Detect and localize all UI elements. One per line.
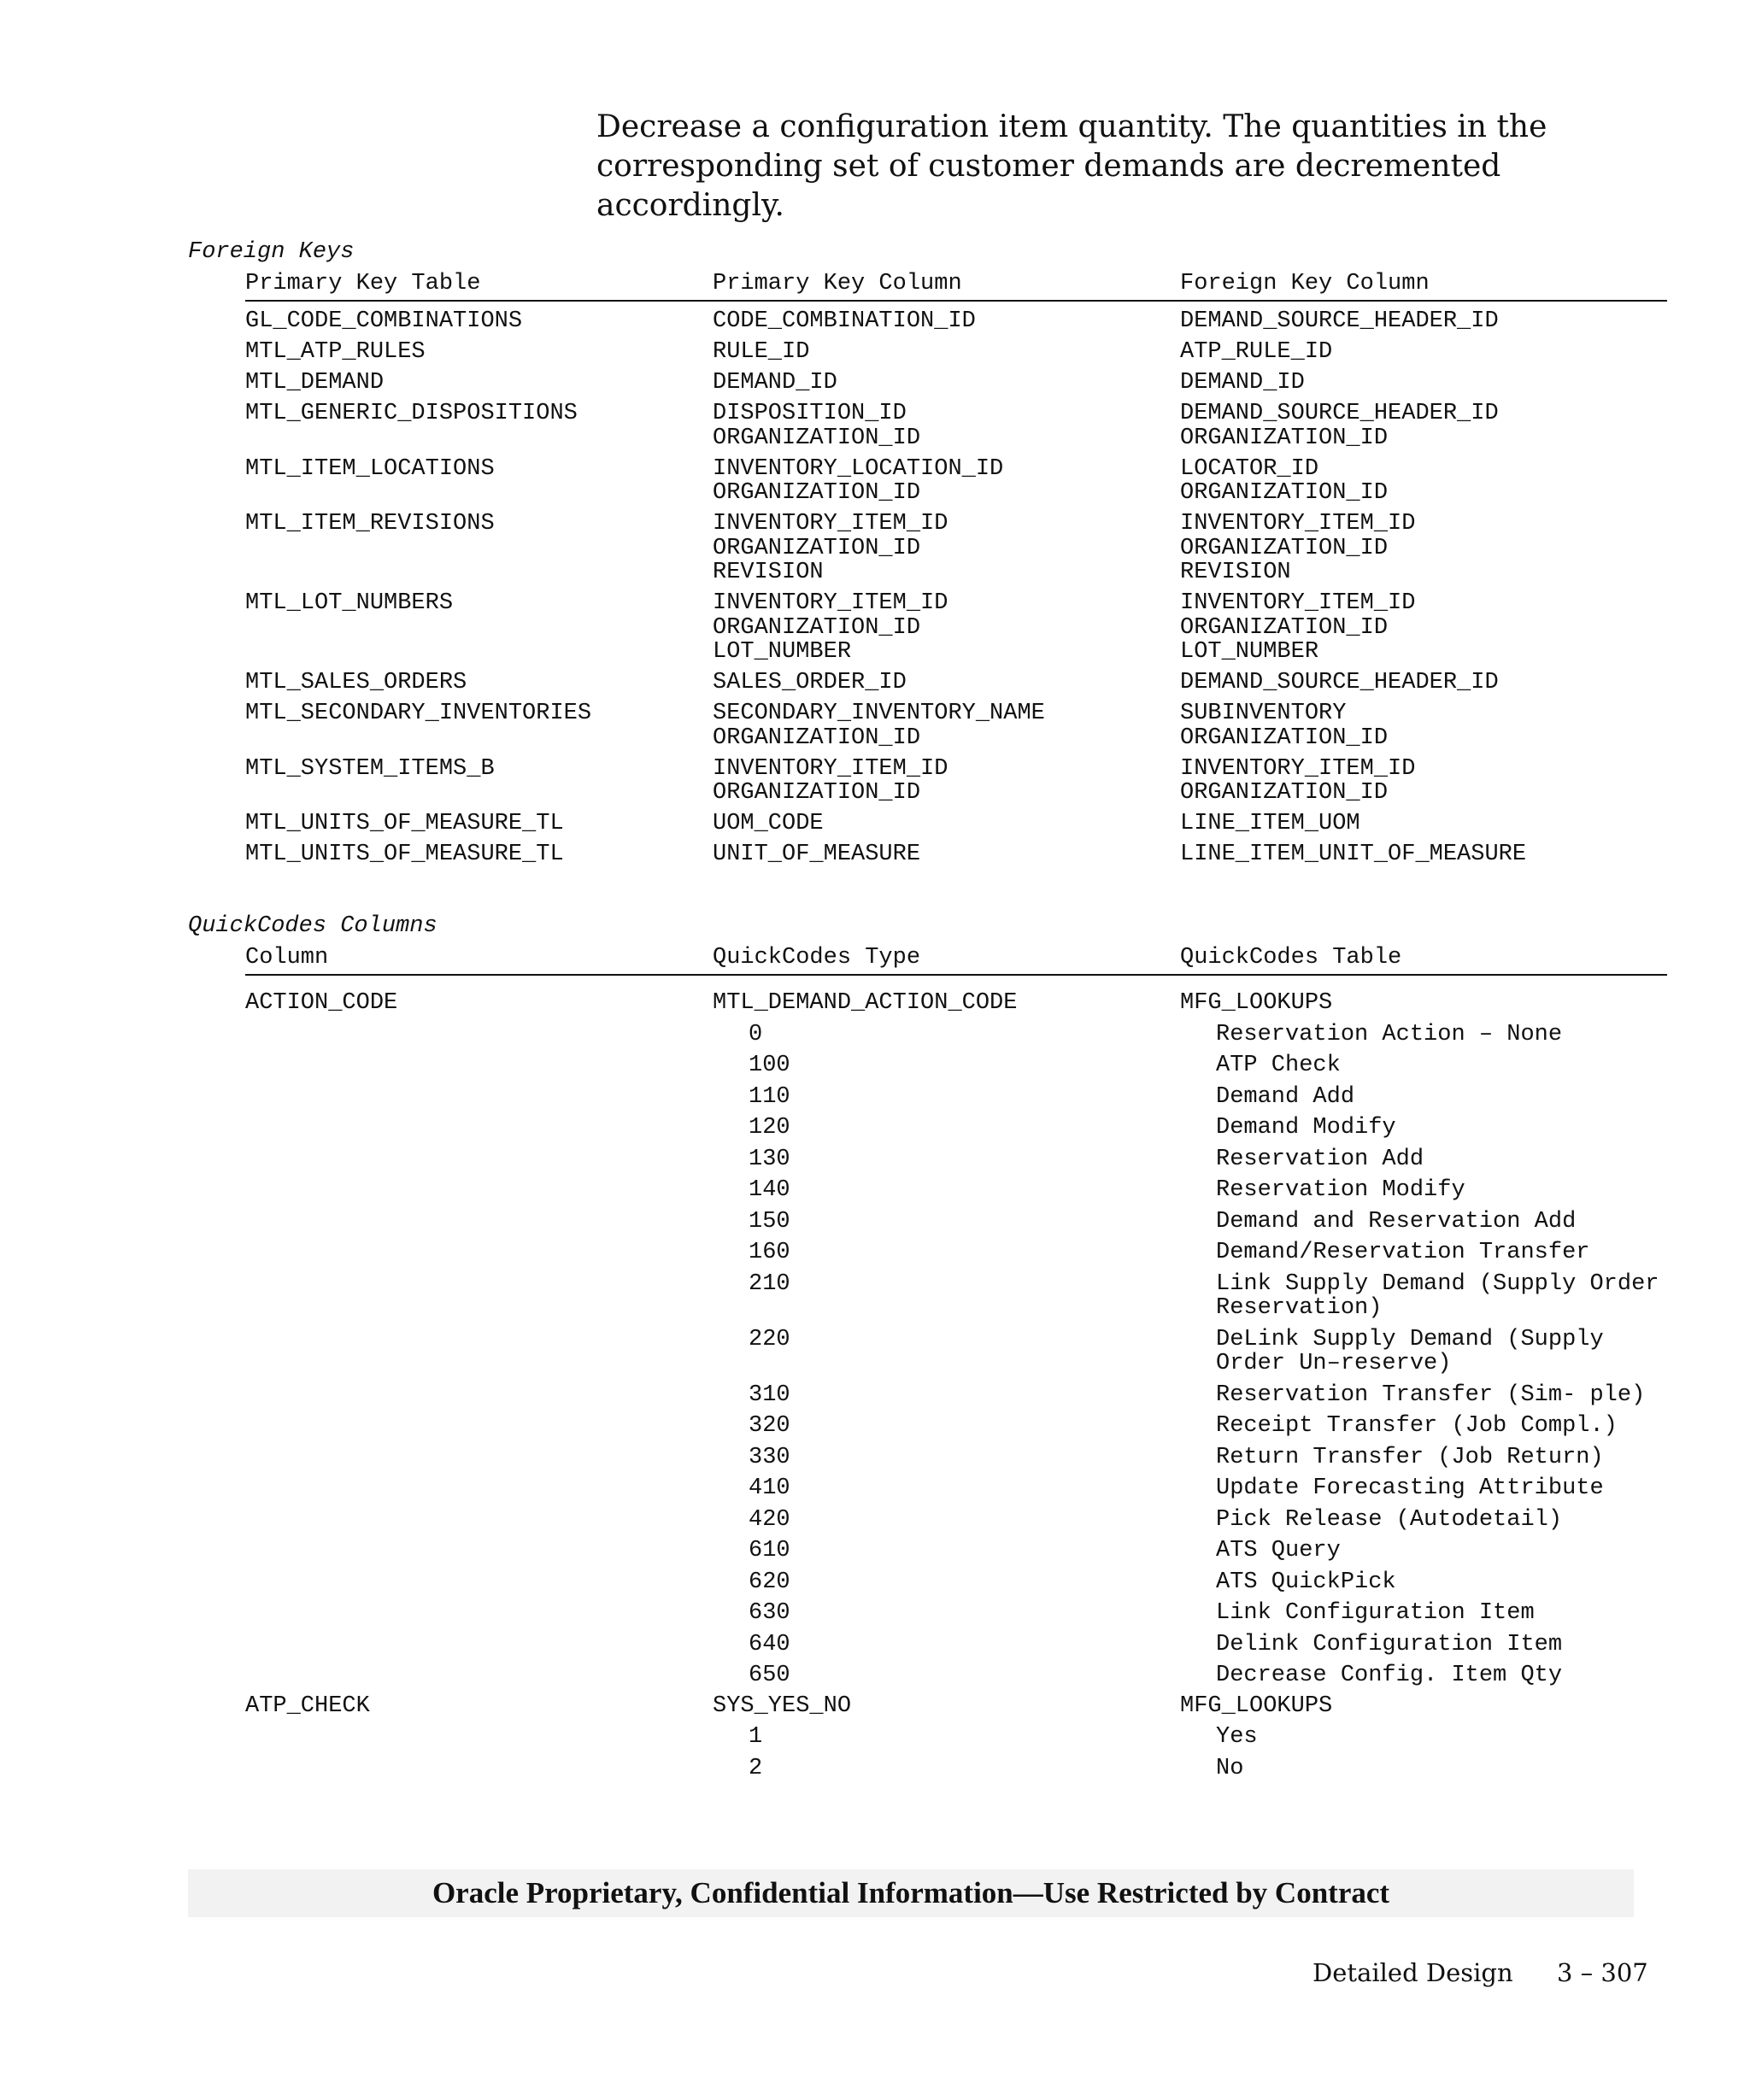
primary-key-column-value: ORGANIZATION_ID: [713, 724, 921, 751]
intro-line-1: Decrease a configuration item quantity. The quantities in the: [596, 109, 1547, 144]
quickcode-value: 650: [749, 1663, 790, 1688]
foreign-key-column-cell: [1180, 671, 1499, 695]
quickcode-value: 330: [749, 1444, 790, 1470]
foreign-keys-title: Foreign Keys: [188, 239, 355, 265]
primary-key-column-value: REVISION: [713, 560, 824, 585]
quickcode-value: 2: [749, 1755, 763, 1781]
quickcode-value: 630: [749, 1600, 790, 1626]
primary-key-column-value: INVENTORY_ITEM_ID: [713, 590, 948, 616]
quickcode-value: 1: [749, 1724, 763, 1750]
primary-key-column-value: DEMAND_ID: [713, 370, 837, 396]
foreign-key-column-cell: [1180, 842, 1526, 867]
table-row: [245, 842, 1667, 867]
quickcode-meaning: Demand Add: [1216, 1083, 1355, 1110]
quickcodes-table: [245, 991, 1667, 1787]
quickcodes-type-name: MTL_DEMAND_ACTION_CODE: [713, 990, 1018, 1016]
table-row: [245, 309, 1667, 334]
quickcode-value: 120: [749, 1115, 790, 1141]
foreign-key-column-value: ORGANIZATION_ID: [1180, 724, 1389, 751]
foreign-key-column-value: LINE_ITEM_UOM: [1180, 811, 1360, 836]
quickcode-meaning: DeLink Supply Demand (Supply Order Un–reserve): [1216, 1326, 1604, 1376]
foreign-key-column-value: LOT_NUMBER: [1180, 639, 1319, 665]
primary-key-column-value: DISPOSITION_ID: [713, 401, 907, 426]
quickcodes-table-name: MFG_LOOKUPS: [1180, 1692, 1333, 1719]
quickcode-meaning: Reservation Action – None: [1216, 1021, 1563, 1047]
quickcode-meaning: Link Supply Demand (Supply Order Reservation): [1216, 1270, 1659, 1321]
foreign-key-column-cell: [1180, 757, 1415, 806]
quickcodes-header: [245, 943, 1667, 976]
header-quickcodes-table: QuickCodes Table: [1180, 945, 1402, 971]
foreign-key-column-value: LINE_ITEM_UNIT_OF_MEASURE: [1180, 842, 1527, 867]
primary-key-column-value: ORGANIZATION_ID: [713, 780, 921, 806]
quickcode-value: 140: [749, 1177, 790, 1203]
quickcode-meaning: Demand and Reservation Add: [1216, 1208, 1577, 1235]
quickcodes-column-name: ATP_CHECK: [245, 1692, 370, 1719]
foreign-key-column-value: ORGANIZATION_ID: [1180, 425, 1389, 451]
foreign-key-column-value: ORGANIZATION_ID: [1180, 614, 1389, 641]
quickcode-meaning: No: [1216, 1755, 1244, 1781]
quickcode-value-row: [245, 1272, 1667, 1321]
quickcode-value-row: [245, 1446, 1667, 1470]
foreign-key-column-value: INVENTORY_ITEM_ID: [1180, 511, 1416, 537]
primary-key-table-cell: MTL_SALES_ORDERS: [245, 670, 467, 695]
foreign-key-column-value: DEMAND_SOURCE_HEADER_ID: [1180, 308, 1499, 334]
primary-key-column-value: INVENTORY_LOCATION_ID: [713, 455, 1004, 482]
quickcode-value: 640: [749, 1631, 790, 1657]
quickcodes-group-header: [245, 1694, 1667, 1726]
primary-key-column-cell: [713, 701, 1045, 750]
quickcode-value-row: [245, 1663, 1667, 1688]
foreign-key-column-value: ORGANIZATION_ID: [1180, 480, 1389, 506]
table-row: [245, 402, 1667, 450]
foreign-key-column-value: INVENTORY_ITEM_ID: [1180, 755, 1416, 782]
primary-key-table-cell: MTL_UNITS_OF_MEASURE_TL: [245, 811, 564, 836]
quickcode-meaning: Link Configuration Item: [1216, 1600, 1535, 1626]
header-primary-key-column: Primary Key Column: [713, 271, 962, 296]
foreign-key-column-value: DEMAND_SOURCE_HEADER_ID: [1180, 401, 1499, 426]
quickcode-meaning: Reservation Modify: [1216, 1177, 1465, 1203]
confidential-notice: Oracle Proprietary, Confidential Information––Use Restricted by Contract: [432, 1876, 1390, 1909]
foreign-key-column-cell: [1180, 512, 1415, 585]
quickcode-value: 320: [749, 1413, 790, 1439]
quickcode-value-row: [245, 1383, 1667, 1408]
quickcode-meaning: Demand/Reservation Transfer: [1216, 1240, 1590, 1265]
quickcode-meaning: Receipt Transfer (Job Compl.): [1216, 1413, 1618, 1439]
primary-key-table-cell: MTL_ATP_RULES: [245, 339, 426, 365]
primary-key-column-value: INVENTORY_ITEM_ID: [713, 511, 948, 537]
primary-key-table-cell: MTL_SECONDARY_INVENTORIES: [245, 701, 592, 726]
table-row: [245, 371, 1667, 396]
primary-key-column-value: UNIT_OF_MEASURE: [713, 842, 921, 867]
quickcodes-table-name: MFG_LOOKUPS: [1180, 990, 1333, 1016]
primary-key-column-value: UOM_CODE: [713, 811, 824, 836]
foreign-key-column-value: LOCATOR_ID: [1180, 455, 1319, 482]
quickcode-value-row: [245, 1023, 1667, 1047]
quickcode-meaning: Reservation Transfer (Sim- ple): [1216, 1381, 1646, 1408]
primary-key-table-cell: MTL_DEMAND: [245, 370, 385, 396]
foreign-keys-header: [245, 269, 1667, 302]
primary-key-column-cell: [713, 757, 948, 806]
primary-key-column-cell: [713, 512, 948, 585]
quickcode-value-row: [245, 1570, 1667, 1595]
quickcode-meaning: ATS Query: [1216, 1538, 1341, 1563]
table-row: [245, 591, 1667, 665]
table-row: [245, 340, 1667, 365]
header-primary-key-table: Primary Key Table: [245, 271, 481, 296]
quickcode-value: 620: [749, 1569, 790, 1595]
quickcode-value-row: [245, 1085, 1667, 1110]
quickcode-value-row: [245, 1725, 1667, 1750]
quickcode-value: 610: [749, 1538, 790, 1563]
quickcodes-type-name: SYS_YES_NO: [713, 1692, 852, 1719]
primary-key-column-value: ORGANIZATION_ID: [713, 614, 921, 641]
quickcode-meaning: Return Transfer (Job Return): [1216, 1444, 1604, 1470]
primary-key-column-value: SALES_ORDER_ID: [713, 670, 907, 695]
foreign-key-column-cell: [1180, 402, 1499, 450]
quickcode-value: 220: [749, 1326, 790, 1352]
quickcodes-group: [245, 1694, 1667, 1781]
quickcode-value-row: [245, 1757, 1667, 1781]
quickcode-value-row: [245, 1601, 1667, 1626]
intro-line-2: corresponding set of customer demands are decremented accordingly.: [596, 149, 1501, 223]
quickcodes-group-header: [245, 991, 1667, 1023]
foreign-key-column-value: DEMAND_SOURCE_HEADER_ID: [1180, 670, 1499, 695]
foreign-key-column-value: ORGANIZATION_ID: [1180, 535, 1389, 561]
primary-key-column-cell: [713, 591, 948, 665]
footer-section-title: Detailed Design: [1312, 1958, 1513, 1987]
primary-key-column-cell: [713, 671, 907, 695]
quickcode-value-row: [245, 1210, 1667, 1235]
header-column: Column: [245, 945, 329, 971]
primary-key-column-cell: [713, 812, 824, 836]
quickcode-meaning: ATP Check: [1216, 1053, 1341, 1078]
foreign-key-column-value: ATP_RULE_ID: [1180, 339, 1333, 365]
primary-key-table-cell: MTL_SYSTEM_ITEMS_B: [245, 755, 495, 782]
primary-key-table-cell: MTL_ITEM_REVISIONS: [245, 511, 495, 537]
quickcode-value: 110: [749, 1083, 790, 1110]
table-row: [245, 457, 1667, 506]
table-row: [245, 512, 1667, 585]
quickcode-value: 210: [749, 1270, 790, 1297]
primary-key-column-cell: [713, 402, 920, 450]
foreign-key-column-cell: [1180, 812, 1360, 836]
quickcode-value-row: [245, 1508, 1667, 1533]
table-row: [245, 671, 1667, 695]
quickcode-value: 100: [749, 1053, 790, 1078]
foreign-key-column-value: DEMAND_ID: [1180, 370, 1305, 396]
foreign-key-column-cell: [1180, 371, 1305, 396]
primary-key-table-cell: MTL_LOT_NUMBERS: [245, 590, 454, 616]
primary-key-column-value: CODE_COMBINATION_ID: [713, 308, 976, 334]
quickcode-value-row: [245, 1633, 1667, 1657]
quickcode-value-row: [245, 1328, 1667, 1376]
quickcode-value-row: [245, 1476, 1667, 1501]
primary-key-column-cell: [713, 309, 976, 334]
primary-key-table-cell: GL_CODE_COMBINATIONS: [245, 308, 523, 334]
quickcode-meaning: Reservation Add: [1216, 1146, 1424, 1172]
quickcode-value-row: [245, 1539, 1667, 1563]
quickcode-value: 410: [749, 1475, 790, 1501]
quickcode-value-row: [245, 1241, 1667, 1265]
primary-key-column-cell: [713, 371, 837, 396]
quickcodes-title: QuickCodes Columns: [188, 913, 438, 939]
foreign-key-column-value: INVENTORY_ITEM_ID: [1180, 590, 1416, 616]
primary-key-column-cell: [713, 457, 1003, 506]
foreign-key-column-cell: [1180, 457, 1388, 506]
foreign-key-column-cell: [1180, 309, 1499, 334]
quickcodes-column-name: ACTION_CODE: [245, 990, 398, 1016]
quickcode-value: 160: [749, 1240, 790, 1265]
quickcode-meaning: Update Forecasting Attribute: [1216, 1475, 1604, 1501]
primary-key-column-value: ORGANIZATION_ID: [713, 480, 921, 506]
quickcode-value: 420: [749, 1506, 790, 1533]
quickcode-value: 150: [749, 1208, 790, 1235]
quickcodes-group: [245, 991, 1667, 1688]
foreign-key-column-cell: [1180, 591, 1415, 665]
quickcode-value: 0: [749, 1021, 763, 1047]
primary-key-table-cell: MTL_GENERIC_DISPOSITIONS: [245, 401, 578, 426]
quickcode-meaning: Decrease Config. Item Qty: [1216, 1663, 1563, 1688]
quickcode-value-row: [245, 1147, 1667, 1172]
header-foreign-key-column: Foreign Key Column: [1180, 271, 1430, 296]
primary-key-column-value: ORGANIZATION_ID: [713, 535, 921, 561]
foreign-key-column-value: REVISION: [1180, 560, 1291, 585]
table-row: [245, 701, 1667, 750]
foreign-key-column-value: ORGANIZATION_ID: [1180, 780, 1389, 806]
foreign-key-column-value: SUBINVENTORY: [1180, 701, 1347, 726]
primary-key-table-cell: MTL_ITEM_LOCATIONS: [245, 455, 495, 482]
primary-key-column-value: SECONDARY_INVENTORY_NAME: [713, 701, 1045, 726]
quickcode-meaning: Pick Release (Autodetail): [1216, 1506, 1563, 1533]
primary-key-column-value: INVENTORY_ITEM_ID: [713, 755, 948, 782]
quickcode-value-row: [245, 1414, 1667, 1439]
table-row: [245, 812, 1667, 836]
primary-key-column-value: ORGANIZATION_ID: [713, 425, 921, 451]
primary-key-column-value: LOT_NUMBER: [713, 639, 852, 665]
foreign-key-column-cell: [1180, 340, 1332, 365]
primary-key-column-cell: [713, 842, 920, 867]
foreign-key-column-cell: [1180, 701, 1388, 750]
header-quickcodes-type: QuickCodes Type: [713, 945, 921, 971]
table-row: [245, 757, 1667, 806]
quickcode-value: 130: [749, 1146, 790, 1172]
primary-key-column-value: RULE_ID: [713, 339, 810, 365]
footer-page-number: 3 – 307: [1557, 1958, 1648, 1987]
quickcode-value-row: [245, 1053, 1667, 1078]
foreign-keys-table: [245, 309, 1667, 873]
quickcode-meaning: Demand Modify: [1216, 1115, 1396, 1141]
quickcode-meaning: Delink Configuration Item: [1216, 1631, 1563, 1657]
primary-key-column-cell: [713, 340, 809, 365]
quickcode-value-row: [245, 1116, 1667, 1141]
intro-paragraph: [596, 108, 1690, 226]
confidential-banner: [188, 1869, 1634, 1917]
quickcode-value-row: [245, 1178, 1667, 1203]
quickcode-meaning: Yes: [1216, 1724, 1258, 1750]
quickcode-meaning: ATS QuickPick: [1216, 1569, 1396, 1595]
primary-key-table-cell: MTL_UNITS_OF_MEASURE_TL: [245, 842, 564, 867]
quickcode-value: 310: [749, 1381, 790, 1408]
